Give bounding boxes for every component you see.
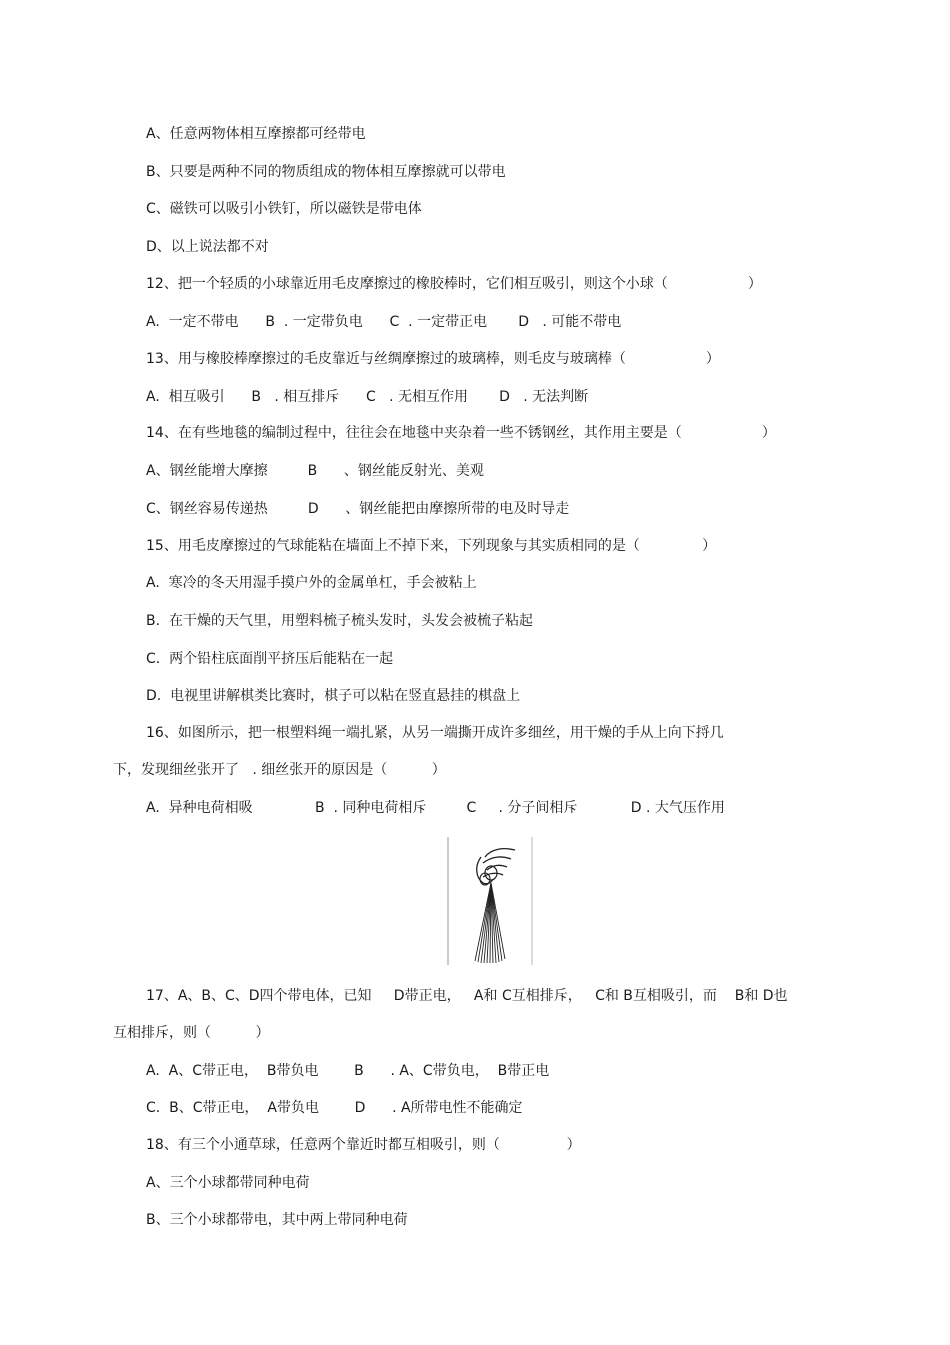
question-16-line1: 16、如图所示，把一根塑料绳一端扎紧，从另一端撕开成许多细丝，用干燥的手从上向下捋几 xyxy=(146,725,724,741)
option-15a: A. 寒冷的冬天用湿手摸户外的金属单杠，手会被粘上 xyxy=(146,575,477,591)
options-14-ab: A、钢丝能增大摩擦 B 、钢丝能反射光、美观 xyxy=(146,463,484,479)
options-17-cd: C. B、C带正电， A带负电 D . A所带电性不能确定 xyxy=(146,1100,523,1116)
question-15: 15、用毛皮摩擦过的气球能粘在墙面上不掉下来，下列现象与其实质相同的是（ ） xyxy=(146,538,717,554)
question-12: 12、把一个轻质的小球靠近用毛皮摩擦过的橡胶棒时，它们相互吸引，则这个小球（ ） xyxy=(146,276,762,292)
option-15d: D. 电视里讲解棋类比赛时，棋子可以粘在竖直悬挂的棋盘上 xyxy=(146,688,521,704)
options-12: A. 一定不带电 B . 一定带负电 C . 一定带正电 D . 可能不带电 xyxy=(146,314,622,330)
option-11a: A、任意两物体相互摩擦都可经带电 xyxy=(146,126,366,142)
options-17-ab: A. A、C带正电， B带负电 B . A、C带负电， B带正电 xyxy=(146,1063,550,1079)
option-11c: C、磁铁可以吸引小铁钉，所以磁铁是带电体 xyxy=(146,201,422,217)
question-13: 13、用与橡胶棒摩擦过的毛皮靠近与丝绸摩擦过的玻璃棒，则毛皮与玻璃棒（ ） xyxy=(146,351,720,367)
question-16-line2: 下，发现细丝张开了 . 细丝张开的原因是（ ） xyxy=(113,762,446,778)
options-16: A. 异种电荷相吸 B . 同种电荷相斥 C . 分子间相斥 D . 大气压作用 xyxy=(146,800,725,816)
option-11b: B、只要是两种不同的物质组成的物体相互摩擦就可以带电 xyxy=(146,164,506,180)
option-18b: B、三个小球都带电，其中两上带同种电荷 xyxy=(146,1212,408,1228)
option-18a: A、三个小球都带同种电荷 xyxy=(146,1175,310,1191)
question-18: 18、有三个小通草球，任意两个靠近时都互相吸引，则（ ） xyxy=(146,1137,581,1153)
question-17-line1: 17、A、B、C、D四个带电体，已知 D带正电， A和 C互相排斥， C和 B互相吸引，而 B和 D也 xyxy=(146,988,788,1004)
options-14-cd: C、钢丝容易传递热 D 、钢丝能把由摩擦所带的电及时导走 xyxy=(146,501,570,517)
option-15b: B. 在干燥的天气里，用塑料梳子梳头发时，头发会被梳子粘起 xyxy=(146,613,533,629)
options-13: A. 相互吸引 B . 相互排斥 C . 无相互作用 D . 无法判断 xyxy=(146,389,589,405)
option-11d: D、以上说法都不对 xyxy=(146,239,269,255)
hand-stroking-strands-illustration xyxy=(447,837,533,965)
question-14: 14、在有些地毯的编制过程中，往往会在地毯中夹杂着一些不锈钢丝，其作用主要是（ ） xyxy=(146,425,776,441)
option-15c: C. 两个铅柱底面削平挤压后能粘在一起 xyxy=(146,651,394,667)
question-17-line2: 互相排斥，则（ ） xyxy=(113,1025,270,1041)
figure-plastic-rope-hand xyxy=(447,837,533,965)
